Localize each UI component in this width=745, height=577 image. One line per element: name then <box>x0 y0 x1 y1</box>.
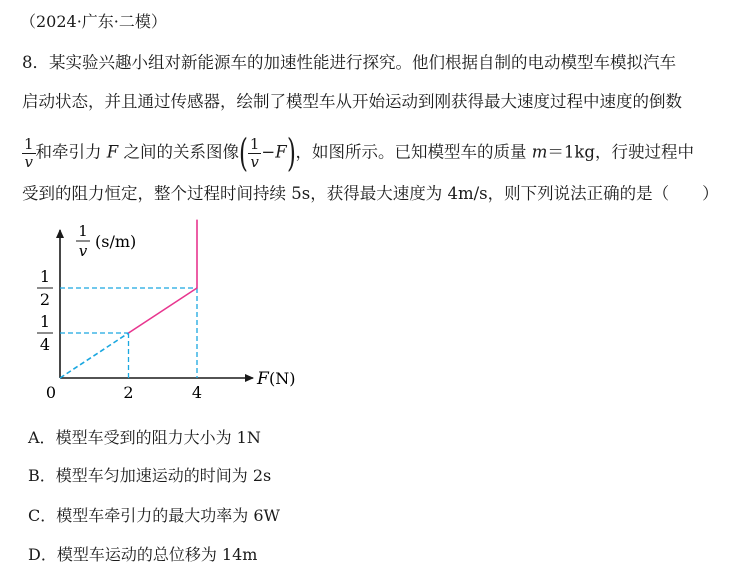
y-axis-label-denominator: v <box>78 242 88 260</box>
y-axis-label-numerator: 1 <box>78 222 88 240</box>
option-b[interactable] <box>28 463 271 486</box>
relation-force-variable: F <box>275 142 287 162</box>
series-solid-line <box>129 220 198 333</box>
option-a-label: A． <box>28 428 56 447</box>
x-tick-label-4: 4 <box>191 383 203 402</box>
question-source: （2024·广东·二模） <box>20 12 167 31</box>
option-a-text: 模型车受到的阻力大小为 1N <box>55 428 261 447</box>
question-text-3b: 之间的关系图像 <box>123 142 239 162</box>
x-axis-variable: F <box>257 369 269 389</box>
option-b-text: 模型车匀加速运动的时间为 2s <box>55 466 272 485</box>
question-text-3c: ，如图所示。已知模型车的质量 <box>295 142 527 162</box>
y-tick-denominator: 2 <box>39 290 51 309</box>
question-text-1: 某实验兴趣小组对新能源车的加速性能进行探究。他们根据自制的电动模型车模拟汽车 <box>49 53 676 72</box>
option-a[interactable] <box>28 425 261 448</box>
relation-numerator: 1 <box>249 134 260 153</box>
question-line-4: 受到的阻力恒定，整个过程时间持续 5s，获得最大速度为 4m/s，则下列说法正确的是（ ） <box>22 184 719 203</box>
fraction-denominator: v <box>24 152 34 171</box>
y-tick-numerator: 1 <box>39 267 51 286</box>
left-paren: ( <box>238 131 248 175</box>
origin-label: 0 <box>45 383 57 402</box>
option-d[interactable] <box>28 542 257 565</box>
y-tick-denominator: 4 <box>39 335 51 354</box>
option-c[interactable] <box>28 503 280 526</box>
option-b-label: B． <box>28 466 56 485</box>
y-tick-label-1-2 <box>37 267 53 309</box>
y-tick-label-1-4 <box>37 312 53 354</box>
y-axis-unit: (s/m) <box>95 232 137 251</box>
mass-variable: m <box>531 142 548 162</box>
y-axis-label <box>76 222 136 260</box>
force-variable: F <box>106 142 119 162</box>
question-line-2: 启动状态，并且通过传感器，绘制了模型车从开始运动到刚获得最大速度过程中速度的倒数 <box>22 92 682 111</box>
question-text-3d: ，行驶过程中 <box>594 142 694 162</box>
question-number: 8． <box>22 53 49 72</box>
right-paren: ) <box>286 131 296 175</box>
relation-minus: − <box>261 142 276 162</box>
option-d-text: 模型车运动的总位移为 14m <box>56 545 258 564</box>
fraction-numerator: 1 <box>24 134 34 153</box>
y-tick-numerator: 1 <box>39 312 51 331</box>
mass-value: ＝1kg <box>547 142 595 162</box>
option-c-text: 模型车牵引力的最大功率为 6W <box>56 506 280 525</box>
question-text-3a: 和牵引力 <box>35 142 102 162</box>
x-axis-label <box>256 369 295 389</box>
series-dashed-line <box>60 333 129 378</box>
x-axis-unit: (N) <box>269 369 296 388</box>
x-tick-label-2: 2 <box>123 383 134 402</box>
option-c-label: C． <box>28 506 57 525</box>
relation-denominator: v <box>250 152 259 171</box>
option-d-label: D． <box>28 545 57 564</box>
